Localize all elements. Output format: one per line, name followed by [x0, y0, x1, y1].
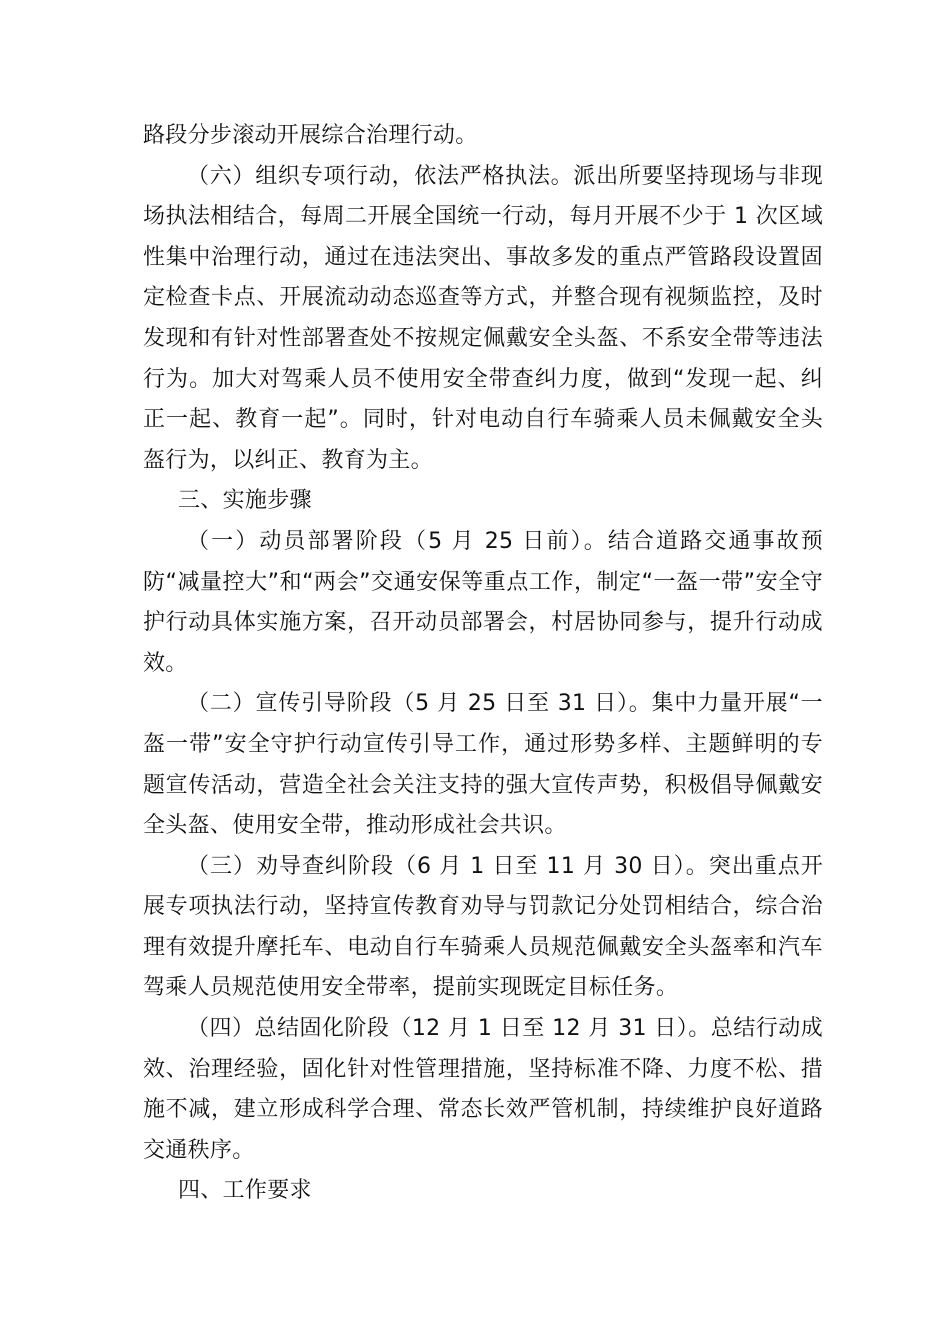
paragraph-publicity-stage: （二）宣传引导阶段（5 月 25 日至 31 日）。集中力量开展“一盔一带”安全守护行动宣传引导工作，通过形势多样、主题鲜明的专题宣传活动，营造全社会关注支持的强大宣传声势，积极倡导佩戴安全头盔、使用安全带，推动形成社会共识。	[143, 691, 823, 839]
paragraph-mobilization-stage: （一）动员部署阶段（5 月 25 日前）。结合道路交通事故预防“减量控大”和“两会”交通安保等重点工作，制定“一盔一带”安全守护行动具体实施方案，召开动员部署会，村居协同参与，提升行动成效。	[143, 528, 823, 676]
section-heading-work-requirements: 四、工作要求	[178, 1178, 312, 1204]
paragraph-enforcement-stage: （三）劝导查纠阶段（6 月 1 日至 11 月 30 日）。突出重点开展专项执法行动，坚持宣传教育劝导与罚款记分处罚相结合，综合治理有效提升摩托车、电动自行车骑乘人员规范佩戴安全头盔率和汽车驾乘人员规范使用安全带率，提前实现既定目标任务。	[143, 853, 823, 1001]
document-body	[143, 116, 823, 1212]
section-heading-implementation-steps: 三、实施步骤	[178, 488, 312, 514]
paragraph-continuation: 路段分步滚动开展综合治理行动。	[143, 123, 478, 148]
paragraph-special-action: （六）组织专项行动，依法严格执法。派出所要坚持现场与非现场执法相结合，每周二开展全国统一行动，每月开展不少于 1 次区域性集中治理行动，通过在违法突出、事故多发的重点严管路段设置固定检查卡点、开展流动动态巡查等方式，并整合现有视频监控，及时发现和有针对性部署查处不按规定佩戴安全头盔、不系安全带等违法行为。加大对驾乘人员不使用安全带查纠力度，做到“发现一起、纠正一起、教育一起”。同时，针对电动自行车骑乘人员未佩戴安全头盔行为，以纠正、教育为主。	[143, 163, 823, 473]
paragraph-summary-stage: （四）总结固化阶段（12 月 1 日至 12 月 31 日）。总结行动成效、治理经验，固化针对性管理措施，坚持标准不降、力度不松、措施不减，建立形成科学合理、常态长效严管机制，持续维护良好道路交通秩序。	[143, 1016, 823, 1163]
